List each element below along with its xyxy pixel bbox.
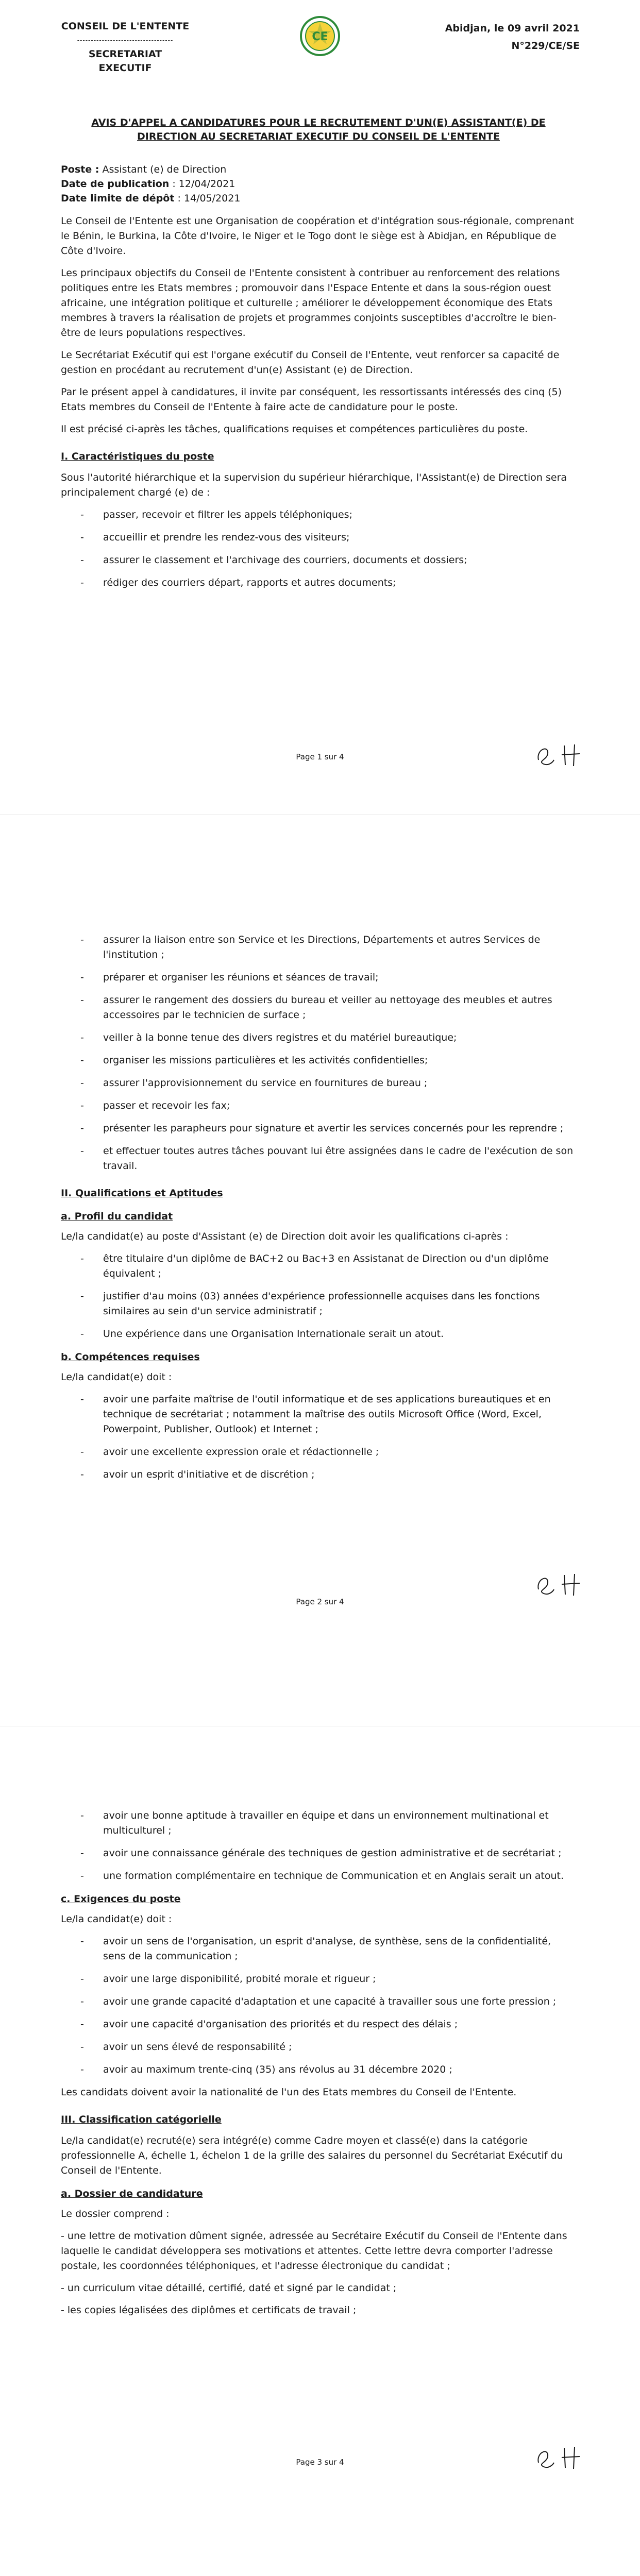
dossier-item: - une lettre de motivation dûment signée, adressée au Secrétaire Exécutif du Conseil de l'Entente dans laquelle le candidat développera ses motivations et attentes. Cette lettre devra comporter l'adresse postale, les coordonnées téléphoniques, et l'adresse électronique du candidat ;: [61, 2230, 567, 2272]
initials-signature-icon: [533, 739, 590, 770]
intro-paragraph: Le Conseil de l'Entente est une Organisation de coopération et d'intégration sous-régionale, comprenant le Bénin, le Burkina, la Côte d'Ivoire, le Niger et le Togo dont le siège est à Abidjan, en République de Côte d'Ivoire.: [61, 215, 575, 257]
post-meta: [61, 162, 240, 206]
list-item: - avoir un esprit d'initiative et de discrétion ;: [92, 1467, 576, 1482]
separator-dots: -----------------------------------: [77, 37, 174, 44]
list-item: - avoir une parfaite maîtrise de l'outil informatique et de ses applications bureautiques et en technique de secrétariat ; notamment la maîtrise des outils Microsoft Office (Word, Excel, Powerpoint, Publisher, Outlook) et Internet ;: [92, 1392, 576, 1437]
list-item: - justifier d'au moins (03) années d'expérience professionnelle acquises dans les fonctions similaires au sein d'un service administratif ;: [92, 1289, 576, 1319]
dossier-item: - un curriculum vitae détaillé, certifié, daté et signé par le candidat ;: [61, 2282, 397, 2294]
list-item: - assurer le classement et l'archivage des courriers, documents et dossiers;: [92, 553, 576, 568]
reference-number: N°229/CE/SE: [511, 40, 580, 52]
conseil-logo-icon: [299, 15, 341, 57]
intro-paragraph: Il est précisé ci-après les tâches, qualifications requises et compétences particulières du poste.: [61, 423, 528, 435]
subheading-requirements: c. Exigences du poste: [61, 1893, 181, 1905]
page-2-body: [61, 933, 576, 1490]
initials-signature-icon: [533, 2442, 590, 2473]
list-item: - assurer l'approvisionnement du service en fournitures de bureau ;: [92, 1076, 576, 1091]
list-item: - préparer et organiser les réunions et séances de travail;: [92, 970, 576, 985]
list-item: - présenter les parapheurs pour signature et avertir les services concernés pour les reprendre ;: [92, 1121, 576, 1136]
page-separator: [0, 814, 640, 815]
skills-list: [61, 1392, 576, 1482]
intro-paragraph: Le Secrétariat Exécutif qui est l'organe exécutif du Conseil de l'Entente, veut renforcer sa capacité de gestion en procédant au recrutement d'un(e) Assistant (e) de Direction.: [61, 349, 560, 376]
list-item: - accueillir et prendre les rendez-vous des visiteurs;: [92, 530, 576, 545]
profile-intro: Le/la candidat(e) au poste d'Assistant (e) de Direction doit avoir les qualifications ci-après :: [61, 1231, 509, 1242]
list-item: - organiser les missions particulières et les activités confidentielles;: [92, 1053, 576, 1068]
tasks-intro: Sous l'autorité hiérarchique et la supervision du supérieur hiérarchique, l'Assistant(e) de Direction sera principalement chargé (e) de :: [61, 472, 567, 498]
list-item: - Une expérience dans une Organisation Internationale serait un atout.: [92, 1327, 576, 1342]
task-list: [61, 933, 576, 1174]
dossier-intro: Le dossier comprend :: [61, 2208, 170, 2219]
subheading-dossier: a. Dossier de candidature: [61, 2188, 203, 2199]
logo-text: CE: [312, 30, 328, 43]
list-item: - avoir une large disponibilité, probité morale et rigueur ;: [92, 1972, 576, 1987]
list-item: - une formation complémentaire en technique de Communication et en Anglais serait un atout.: [92, 1869, 576, 1884]
intro-paragraph: Par le présent appel à candidatures, il invite par conséquent, les ressortissants intéressés des cinq (5) Etats membres du Conseil de l'Entente à faire acte de candidature pour le poste.: [61, 386, 562, 413]
meta-deadline: Date limite de dépôt : 14/05/2021: [61, 193, 241, 204]
meta-post: Poste : Assistant (e) de Direction: [61, 164, 227, 175]
nationality-paragraph: Les candidats doivent avoir la nationalité de l'un des Etats membres du Conseil de l'Entente.: [61, 2087, 517, 2098]
list-item: - rédiger des courriers départ, rapports et autres documents;: [92, 575, 576, 590]
section-heading-characteristics: I. Caractéristiques du poste: [61, 451, 214, 462]
list-item: - et effectuer toutes autres tâches pouvant lui être assignées dans le cadre de l'exécution de son travail.: [92, 1144, 576, 1174]
list-item: - passer et recevoir les fax;: [92, 1098, 576, 1113]
page-3-body: [61, 1808, 576, 2325]
list-item: - avoir une excellente expression orale et rédactionnelle ;: [92, 1445, 576, 1460]
notice-title: [61, 116, 576, 144]
list-item: - veiller à la bonne tenue des divers registres et du matériel bureautique;: [92, 1030, 576, 1045]
requirements-list: [61, 1934, 576, 2077]
subheading-profile: a. Profil du candidat: [61, 1211, 173, 1222]
profile-list: [61, 1251, 576, 1342]
meta-publication-date: Date de publication : 12/04/2021: [61, 178, 235, 190]
department-name: SECRETARIAT EXECUTIF: [88, 48, 162, 74]
list-item: - avoir un sens élevé de responsabilité ;: [92, 2040, 576, 2055]
letterhead-right: [438, 20, 580, 55]
list-item: - assurer le rangement des dossiers du bureau et veiller au nettoyage des meubles et autres accessoires par le technicien de surface ;: [92, 993, 576, 1023]
page-3: [0, 1808, 640, 2576]
classification-paragraph: Le/la candidat(e) recruté(e) sera intégré(e) comme Cadre moyen et classé(e) dans la catégorie professionnelle A, échelle 1, échelon 1 de la grille des salaires du personnel du Secrétariat Exécutif du Conseil de l'Entente.: [61, 2135, 563, 2176]
list-item: - avoir une grande capacité d'adaptation et une capacité à travailler sous une forte pression ;: [92, 1994, 576, 2009]
list-item: - avoir une connaissance générale des techniques de gestion administrative et de secrétariat ;: [92, 1846, 576, 1861]
initials-signature-icon: [533, 1569, 590, 1600]
skills-intro: Le/la candidat(e) doit :: [61, 1371, 172, 1383]
skills-list-continued: [61, 1808, 576, 1884]
list-item: - avoir une bonne aptitude à travailler en équipe et dans un environnement multinational et multiculturel ;: [92, 1808, 576, 1838]
org-name: CONSEIL DE L'ENTENTE: [61, 21, 190, 32]
page-footer: Page 3 sur 4: [296, 2458, 344, 2467]
list-item: - être titulaire d'un diplôme de BAC+2 ou Bac+3 en Assistanat de Direction ou d'un diplôme équivalent ;: [92, 1251, 576, 1281]
task-list: [61, 507, 576, 590]
requirements-intro: Le/la candidat(e) doit :: [61, 1913, 172, 1925]
letterhead-left: [61, 20, 190, 75]
list-item: - passer, recevoir et filtrer les appels téléphoniques;: [92, 507, 576, 522]
title-line-2: DIRECTION AU SECRETARIAT EXECUTIF DU CONSEIL DE L'ENTENTE: [137, 131, 500, 142]
list-item: - avoir un sens de l'organisation, un esprit d'analyse, de synthèse, sens de la confidentialité, sens de la communication ;: [92, 1934, 576, 1964]
page-2: [0, 904, 640, 1808]
date-line: Abidjan, le 09 avril 2021: [445, 23, 580, 34]
page-1: [0, 0, 640, 904]
dossier-item: - les copies légalisées des diplômes et certificats de travail ;: [61, 2304, 357, 2316]
title-line-1: AVIS D'APPEL A CANDIDATURES POUR LE RECRUTEMENT D'UN(E) ASSISTANT(E) DE: [91, 117, 546, 128]
subheading-skills: b. Compétences requises: [61, 1351, 200, 1363]
list-item: - assurer la liaison entre son Service et les Directions, Départements et autres Services de l'institution ;: [92, 933, 576, 962]
section-heading-qualifications: II. Qualifications et Aptitudes: [61, 1188, 223, 1199]
list-item: - avoir au maximum trente-cinq (35) ans révolus au 31 décembre 2020 ;: [92, 2062, 576, 2077]
page-1-body: [61, 214, 576, 598]
page-footer: Page 2 sur 4: [296, 1597, 344, 1606]
section-heading-classification: III. Classification catégorielle: [61, 2114, 222, 2125]
intro-paragraph: Les principaux objectifs du Conseil de l'Entente consistent à contribuer au renforcement des relations politiques entre les Etats membres ; promouvoir dans l'Espace Entente et dans la sous-région ouest africaine, une intégration politique et culturelle ; améliorer le développement économique des Etats membres à travers la réalisation de projets et programmes conjoints susceptibles d'accroître le bien-être de leurs populations respectives.: [61, 267, 560, 338]
page-footer: Page 1 sur 4: [296, 752, 344, 761]
list-item: - avoir une capacité d'organisation des priorités et du respect des délais ;: [92, 2017, 576, 2032]
